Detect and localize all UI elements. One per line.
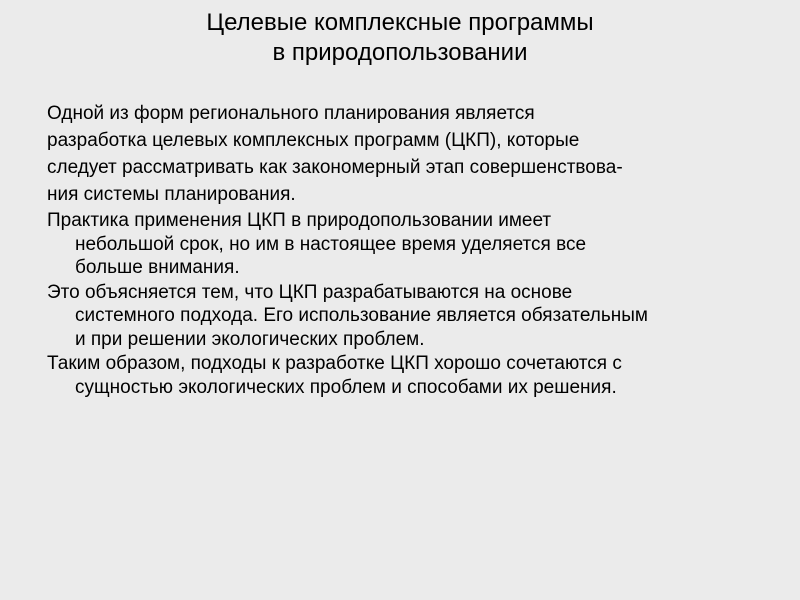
paragraph-1-line-3: следует рассматривать как закономерный этап совершенствова-: [47, 157, 623, 178]
paragraph-3-line-3: и при решении экологических проблем.: [75, 328, 425, 350]
paragraph-1-line-2: разработка целевых комплексных программ (ЦКП), которые: [47, 130, 580, 151]
paragraph-2-line-2: небольшой срок, но им в настоящее время уделяется все: [75, 233, 587, 255]
paragraph-4-line-1: Таким образом, подходы к разработке ЦКП хорошо сочетаются с: [47, 353, 622, 374]
slide-body: [47, 100, 767, 399]
title-line-1: Целевые комплексные программы: [206, 9, 594, 36]
paragraph-1: [47, 100, 767, 208]
paragraph-4: [47, 352, 767, 399]
slide-title: [0, 8, 800, 68]
paragraph-2-line-3: больше внимания.: [75, 257, 240, 278]
paragraph-2-line-1: Практика применения ЦКП в природопользовании имеет: [47, 210, 552, 231]
paragraph-1-line-4: ния системы планирования.: [47, 184, 296, 205]
paragraph-1-line-1: Одной из форм регионального планирования является: [47, 103, 535, 124]
paragraph-3-line-2: системного подхода. Его использование является обязательным: [75, 305, 648, 326]
paragraph-3-line-1: Это объясняется тем, что ЦКП разрабатываются на основе: [47, 281, 573, 303]
title-line-2: в природопользовании: [272, 39, 528, 66]
paragraph-2: [47, 209, 767, 280]
paragraph-3: [47, 281, 767, 352]
paragraph-4-line-2: сущностью экологических проблем и способами их решения.: [75, 376, 617, 398]
